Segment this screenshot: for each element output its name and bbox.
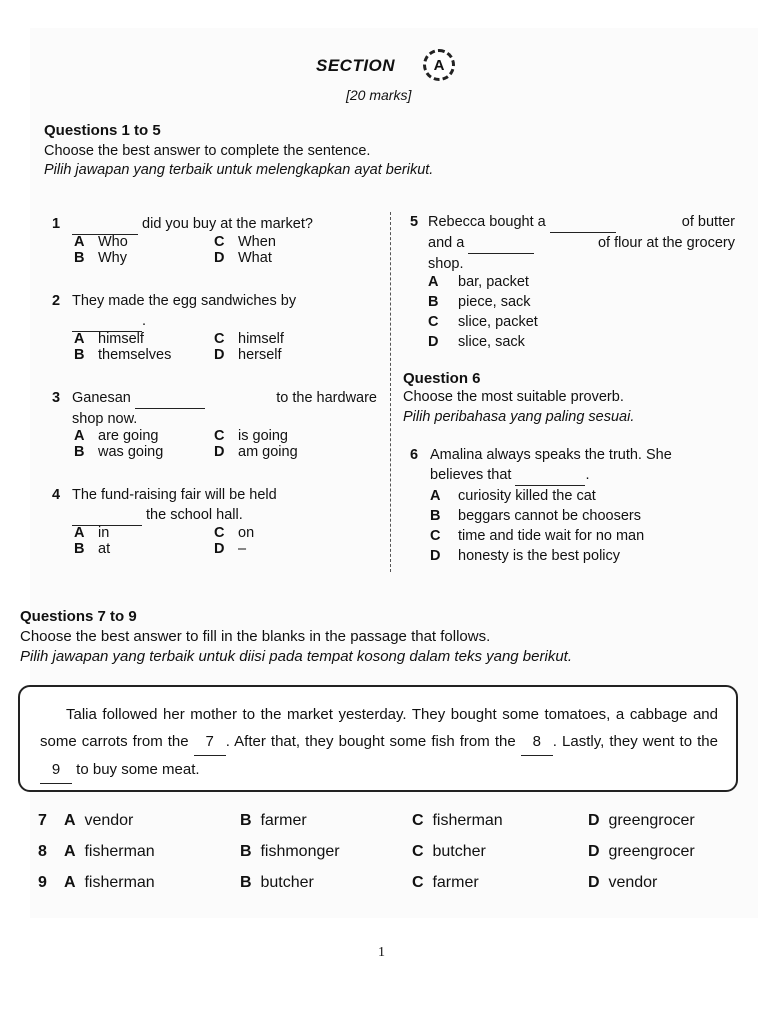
question-3-options bbox=[74, 428, 374, 460]
option-a[interactable]: A curiosity killed the cat bbox=[430, 488, 596, 504]
part2-instruction-en: Choose the most suitable proverb. bbox=[403, 389, 624, 405]
section-marks: [20 marks] bbox=[346, 87, 412, 103]
question-1 bbox=[52, 214, 377, 235]
option-a[interactable]: A in bbox=[74, 525, 110, 541]
question-2-options bbox=[74, 331, 374, 363]
question-4: 4 The fund-raising fair will be held the school hall. bbox=[52, 485, 377, 526]
option-d[interactable]: D am going bbox=[214, 444, 298, 460]
part3-instruction-en: Choose the best answer to fill in the blanks in the passage that follows. bbox=[20, 628, 491, 645]
question-text: Amalina always speaks the truth. She bbox=[430, 447, 672, 463]
question-2: 2 They made the egg sandwiches by . bbox=[52, 291, 377, 332]
option-b[interactable]: B themselves bbox=[74, 347, 172, 363]
option-c[interactable]: C is going bbox=[214, 428, 288, 444]
column-divider bbox=[390, 212, 391, 572]
question-text: did you buy at the market? bbox=[142, 216, 313, 232]
option-c[interactable]: C When bbox=[214, 234, 276, 250]
option-d[interactable]: D honesty is the best policy bbox=[430, 548, 621, 564]
option-d[interactable]: D – bbox=[214, 541, 247, 557]
option-b[interactable]: B fishmonger bbox=[240, 843, 340, 860]
part1-heading: Questions 1 to 5 bbox=[44, 122, 161, 139]
option-d[interactable]: D greengrocer bbox=[588, 812, 695, 829]
option-a[interactable]: A Who bbox=[74, 234, 128, 250]
part3-instruction-ms: Pilih jawapan yang terbaik untuk diisi pada tempat kosong dalam teks yang berikut. bbox=[20, 648, 572, 665]
option-b[interactable]: B Why bbox=[74, 250, 127, 266]
question-number: 1 bbox=[52, 216, 61, 232]
passage-text-4: to buy some meat. bbox=[76, 761, 200, 778]
option-c[interactable]: C fisherman bbox=[412, 812, 503, 829]
question-number: 3 bbox=[52, 390, 61, 406]
option-b[interactable]: B piece, sack bbox=[428, 294, 531, 310]
question-5-options bbox=[428, 272, 728, 352]
option-c[interactable]: C butcher bbox=[412, 843, 486, 860]
question-number: 4 bbox=[52, 487, 61, 503]
option-b[interactable]: B beggars cannot be choosers bbox=[430, 508, 641, 524]
part2-instruction-ms: Pilih peribahasa yang paling sesuai. bbox=[403, 409, 635, 425]
passage-text-3: . Lastly, they went to the bbox=[552, 733, 718, 750]
question-text: The fund-raising fair will be held bbox=[72, 487, 277, 503]
page-number: 1 bbox=[378, 945, 385, 960]
passage-box bbox=[18, 685, 738, 792]
question-6: 6 Amalina always speaks the truth. She believes that . bbox=[410, 445, 740, 486]
part1-instruction-en: Choose the best answer to complete the sentence. bbox=[44, 143, 371, 159]
option-d[interactable]: D slice, sack bbox=[428, 334, 525, 350]
option-c[interactable]: C farmer bbox=[412, 874, 479, 891]
option-d[interactable]: D greengrocer bbox=[588, 843, 695, 860]
question-6-options bbox=[430, 486, 740, 566]
blank-8: 8 bbox=[521, 728, 553, 756]
question-4-options bbox=[74, 525, 374, 557]
option-c[interactable]: C time and tide wait for no man bbox=[430, 528, 645, 544]
section-letter: A bbox=[433, 56, 445, 74]
question-number: 6 bbox=[410, 447, 419, 463]
passage-text-1: Talia followed her mother to the market yesterday. They bought some tomatoes, a cabbage and some carrots from the bbox=[40, 706, 718, 750]
part2-heading: Question 6 bbox=[403, 370, 481, 387]
question-1-options bbox=[74, 234, 374, 266]
option-b[interactable]: B was going bbox=[74, 444, 164, 460]
section-title: SECTION bbox=[316, 56, 396, 75]
option-a[interactable]: A fisherman bbox=[64, 874, 155, 891]
question-text: They made the egg sandwiches by bbox=[72, 293, 297, 309]
option-a[interactable]: A vendor bbox=[64, 812, 134, 829]
blank-7: 7 bbox=[194, 728, 226, 756]
option-c[interactable]: C slice, packet bbox=[428, 314, 538, 330]
question-3: 3 Ganesan to the hardware shop now. bbox=[52, 390, 377, 427]
option-a[interactable]: A bar, packet bbox=[428, 274, 529, 290]
option-b[interactable]: B at bbox=[74, 541, 111, 557]
blank-9: 9 bbox=[40, 756, 72, 784]
question-number: 5 bbox=[410, 214, 419, 230]
part1-instruction-ms: Pilih jawapan yang terbaik untuk melengkapkan ayat berikut. bbox=[44, 162, 434, 178]
passage-text-2: . After that, they bought some fish from the bbox=[225, 733, 516, 750]
option-c[interactable]: C on bbox=[214, 525, 255, 541]
question-number: 8 bbox=[38, 843, 47, 860]
part3-heading: Questions 7 to 9 bbox=[20, 608, 137, 625]
option-b[interactable]: B farmer bbox=[240, 812, 307, 829]
question-number: 7 bbox=[38, 812, 47, 829]
option-a[interactable]: A fisherman bbox=[64, 843, 155, 860]
option-a[interactable]: A are going bbox=[74, 428, 159, 444]
option-a[interactable]: A himself bbox=[74, 331, 144, 347]
option-d[interactable]: D herself bbox=[214, 347, 282, 363]
option-b[interactable]: B butcher bbox=[240, 874, 314, 891]
question-5: 5 Rebecca bought a of butter and a of flour at the grocery shop. bbox=[410, 214, 735, 272]
question-number: 2 bbox=[52, 293, 61, 309]
option-c[interactable]: C himself bbox=[214, 331, 284, 347]
section-badge-icon bbox=[423, 49, 455, 81]
option-d[interactable]: D What bbox=[214, 250, 272, 266]
question-number: 9 bbox=[38, 874, 47, 891]
option-d[interactable]: D vendor bbox=[588, 874, 658, 891]
